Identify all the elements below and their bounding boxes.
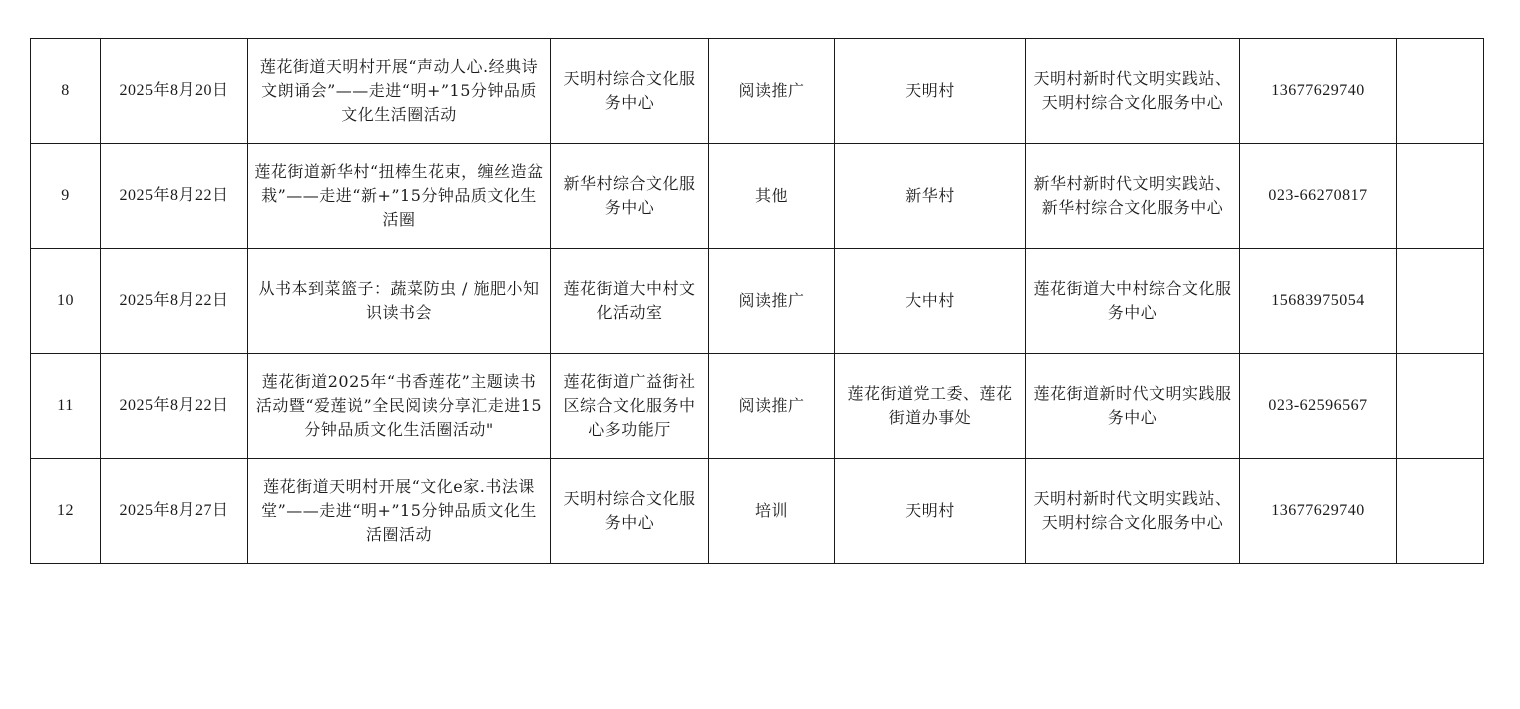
activity-venue: 天明村综合文化服务中心 — [551, 459, 709, 564]
row-number: 9 — [31, 144, 101, 249]
activity-type: 其他 — [709, 144, 835, 249]
activity-type: 阅读推广 — [709, 249, 835, 354]
contact-phone: 15683975054 — [1240, 249, 1397, 354]
activity-host: 天明村新时代文明实践站、天明村综合文化服务中心 — [1026, 39, 1240, 144]
remarks-cell — [1397, 354, 1484, 459]
activity-venue: 莲花街道大中村文化活动室 — [551, 249, 709, 354]
activity-date: 2025年8月22日 — [101, 354, 248, 459]
table-row — [31, 459, 1484, 564]
activity-date: 2025年8月22日 — [101, 249, 248, 354]
row-number: 10 — [31, 249, 101, 354]
row-number: 11 — [31, 354, 101, 459]
activity-name: 从书本到菜篮子：蔬菜防虫 / 施肥小知识读书会 — [248, 249, 551, 354]
activity-venue: 新华村综合文化服务中心 — [551, 144, 709, 249]
remarks-cell — [1397, 39, 1484, 144]
contact-phone: 13677629740 — [1240, 459, 1397, 564]
activity-venue: 莲花街道广益街社区综合文化服务中心多功能厅 — [551, 354, 709, 459]
contact-phone: 023-62596567 — [1240, 354, 1397, 459]
activity-organizer: 天明村 — [835, 459, 1026, 564]
activity-host: 新华村新时代文明实践站、新华村综合文化服务中心 — [1026, 144, 1240, 249]
table-body — [31, 39, 1484, 564]
activity-name: 莲花街道2025年“书香莲花”主题读书活动暨“爱莲说”全民阅读分享汇走进15分钟品质文化生活圈活动" — [248, 354, 551, 459]
table-row — [31, 144, 1484, 249]
activity-name: 莲花街道天明村开展“文化e家.书法课堂”——走进“明+”15分钟品质文化生活圈活动 — [248, 459, 551, 564]
activity-name: 莲花街道天明村开展“声动人心.经典诗文朗诵会”——走进“明+”15分钟品质文化生活圈活动 — [248, 39, 551, 144]
activity-host: 天明村新时代文明实践站、天明村综合文化服务中心 — [1026, 459, 1240, 564]
remarks-cell — [1397, 144, 1484, 249]
table-row — [31, 354, 1484, 459]
table-row — [31, 249, 1484, 354]
activity-organizer: 新华村 — [835, 144, 1026, 249]
contact-phone: 023-66270817 — [1240, 144, 1397, 249]
activity-organizer: 天明村 — [835, 39, 1026, 144]
activity-type: 阅读推广 — [709, 354, 835, 459]
activity-organizer: 大中村 — [835, 249, 1026, 354]
remarks-cell — [1397, 459, 1484, 564]
activity-name: 莲花街道新华村“扭棒生花束，缠丝造盆栽”——走进“新+”15分钟品质文化生活圈 — [248, 144, 551, 249]
activity-venue: 天明村综合文化服务中心 — [551, 39, 709, 144]
activity-type: 阅读推广 — [709, 39, 835, 144]
activity-host: 莲花街道新时代文明实践服务中心 — [1026, 354, 1240, 459]
activity-organizer: 莲花街道党工委、莲花街道办事处 — [835, 354, 1026, 459]
activity-date: 2025年8月22日 — [101, 144, 248, 249]
row-number: 12 — [31, 459, 101, 564]
activity-host: 莲花街道大中村综合文化服务中心 — [1026, 249, 1240, 354]
activity-date: 2025年8月20日 — [101, 39, 248, 144]
contact-phone: 13677629740 — [1240, 39, 1397, 144]
activity-date: 2025年8月27日 — [101, 459, 248, 564]
activity-schedule-table — [30, 38, 1484, 564]
row-number: 8 — [31, 39, 101, 144]
activity-type: 培训 — [709, 459, 835, 564]
remarks-cell — [1397, 249, 1484, 354]
table-row — [31, 39, 1484, 144]
